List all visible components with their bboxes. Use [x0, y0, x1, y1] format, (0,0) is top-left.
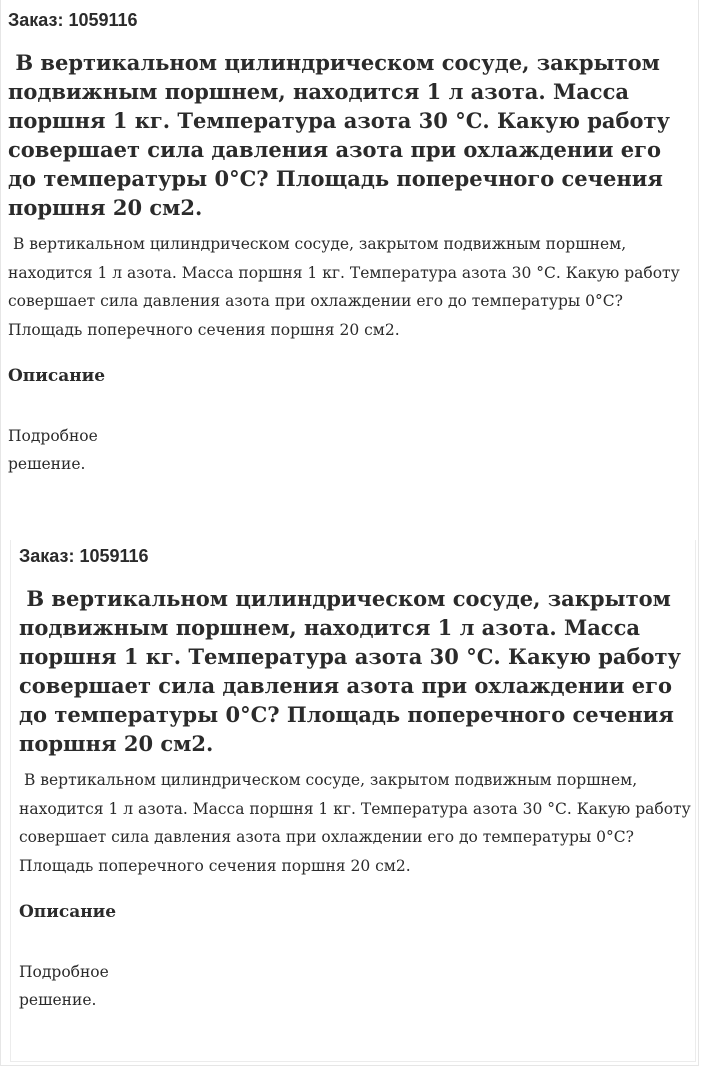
problem-heading: В вертикальном цилиндрическом сосуде, закрытом подвижным поршнем, находится 1 л азота. Масса поршня 1 кг. Температура азота 30 °С. Какую работу совершает сила давления азота при охлаждении его до температуры 0°С? Площадь поперечного сечения поршня 20 см2. — [19, 586, 689, 756]
order-card-2 — [10, 540, 696, 1062]
problem-text: В вертикальном цилиндрическом сосуде, закрытом подвижным поршнем, находится 1 л азота. Масса поршня 1 кг. Температура азота 30 °С. Какую работу совершает сила давления азота при охлаждении его до температуры 0°С? Площадь поперечного сечения поршня 20 см2. — [19, 771, 696, 875]
order-number: Заказ: 1059116 — [19, 546, 149, 566]
description-text: Подробное решение. — [19, 963, 109, 1009]
order-number: Заказ: 1059116 — [8, 10, 138, 30]
order-card-1 — [8, 8, 692, 478]
description-text: Подробное решение. — [8, 427, 98, 473]
problem-heading: В вертикальном цилиндрическом сосуде, закрытом подвижным поршнем, находится 1 л азота. Масса поршня 1 кг. Температура азота 30 °С. Какую работу совершает сила давления азота при охлаждении его до температуры 0°С? Площадь поперечного сечения поршня 20 см2. — [8, 50, 678, 220]
problem-text: В вертикальном цилиндрическом сосуде, закрытом подвижным поршнем, находится 1 л азота. Масса поршня 1 кг. Температура азота 30 °С. Какую работу совершает сила давления азота при охлаждении его до температуры 0°С? Площадь поперечного сечения поршня 20 см2. — [8, 235, 685, 339]
description-title: Описание — [8, 366, 106, 386]
description-title: Описание — [19, 902, 117, 922]
